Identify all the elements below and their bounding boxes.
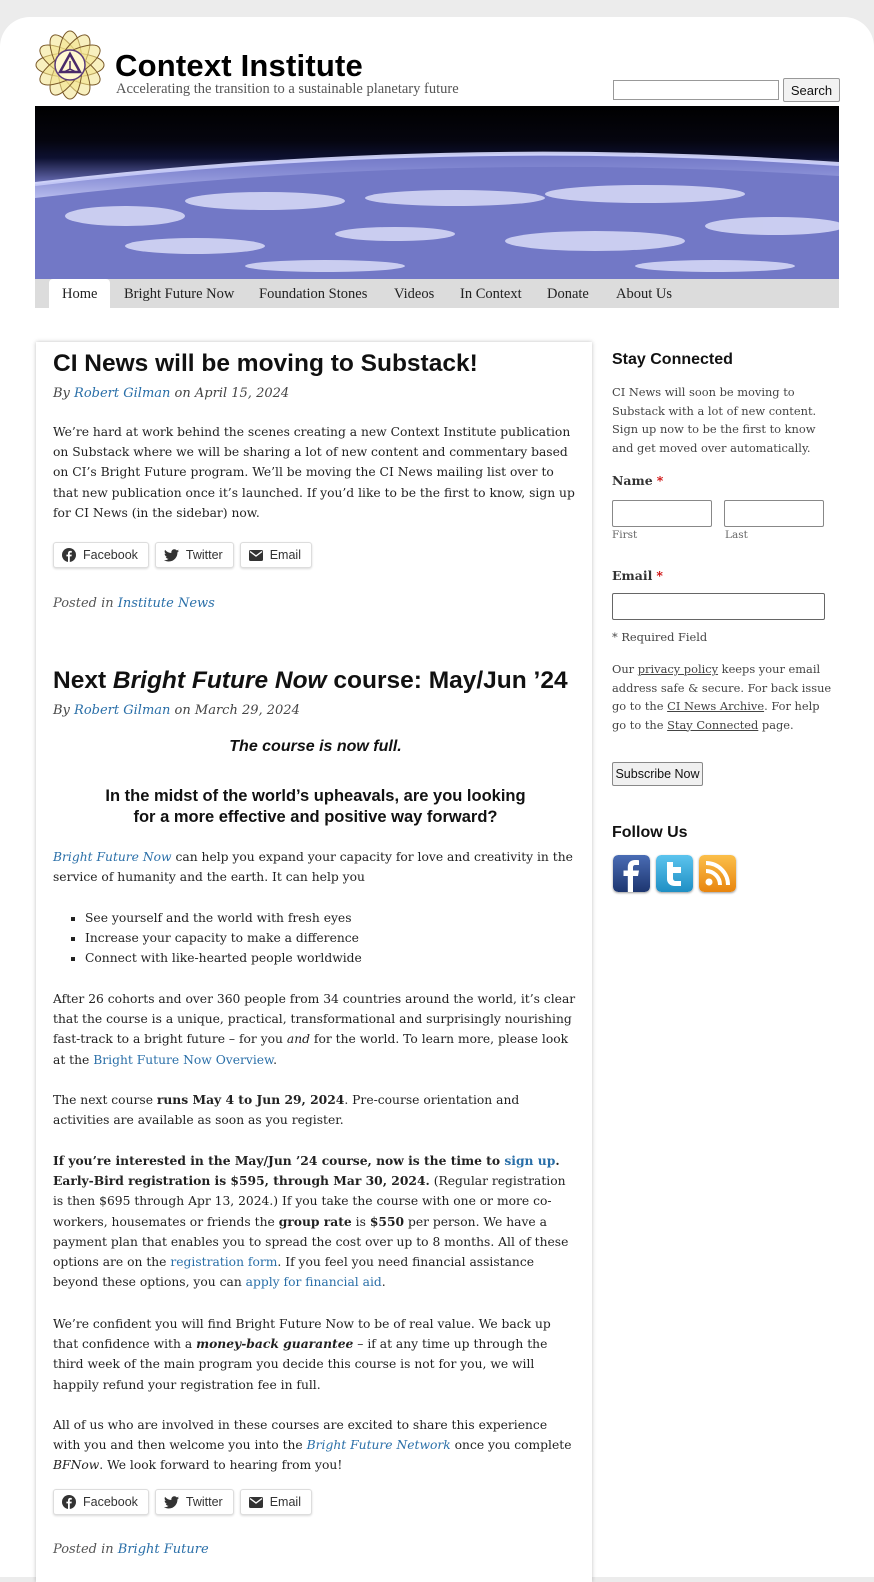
text-emphasis: money-back guarantee bbox=[196, 1336, 354, 1352]
post-title[interactable]: CI News will be moving to Substack! bbox=[53, 350, 478, 377]
author-link[interactable]: Robert Gilman bbox=[74, 386, 171, 401]
site-tagline: Accelerating the transition to a sustainable planetary future bbox=[116, 81, 459, 97]
next-course-paragraph bbox=[53, 1090, 578, 1130]
follow-us-heading: Follow Us bbox=[612, 824, 688, 841]
author-link[interactable]: Robert Gilman bbox=[74, 703, 171, 718]
byline-on: on bbox=[174, 386, 191, 401]
intro-text: can help you expand your capacity for love and creativity in the service of humanity and the earth. It can help you bbox=[53, 850, 573, 885]
text: . We look forward to hearing from you! bbox=[99, 1458, 343, 1473]
stay-connected-text: CI News will soon be moving to Substack with a lot of new content. Sign up now to be the first to know and get moved over automatically. bbox=[612, 385, 817, 455]
name-label-text: Name bbox=[612, 473, 653, 488]
text-bold: . Early-Bird registration is $595, through Mar 30, 2024. bbox=[53, 1153, 560, 1189]
byline-by: By bbox=[53, 703, 70, 718]
subscribe-button[interactable]: Subscribe Now bbox=[612, 762, 703, 786]
text-emphasis: and bbox=[286, 1032, 311, 1047]
share-buttons bbox=[53, 542, 312, 568]
share-facebook-button[interactable] bbox=[53, 1489, 149, 1515]
main-navigation bbox=[35, 279, 839, 308]
nav-about-us[interactable]: About Us bbox=[616, 286, 672, 302]
share-twitter-button[interactable] bbox=[155, 542, 234, 568]
post-body: We’re hard at work behind the scenes creating a new Context Institute publication on Substack where we will be sharing a lot of new content and commentary based on CI’s Bright Future program. We’ll be moving the CI News mailing list over to that new publication once it’s launched. If you’d like to be the first to know, sign up for CI News (in the sidebar) now. bbox=[53, 425, 575, 520]
text: We’re confident you will find Bright Future Now to be of real value. We back up that confidence with a bbox=[53, 1317, 551, 1352]
text: once you complete bbox=[450, 1438, 572, 1453]
email-label bbox=[612, 568, 663, 583]
post-date: March 29, 2024 bbox=[194, 703, 300, 718]
text: . For help go to the bbox=[612, 699, 820, 732]
text-bold: If you’re interested in the May/Jun ’24 course, now is the time to bbox=[53, 1153, 505, 1168]
privacy-text bbox=[612, 660, 837, 734]
course-headline-line: In the midst of the world’s upheavals, are you looking bbox=[105, 787, 526, 805]
privacy-policy-link[interactable]: privacy policy bbox=[637, 662, 719, 676]
registration-paragraph bbox=[53, 1151, 578, 1292]
posted-in-label: Posted in bbox=[53, 596, 114, 611]
list-item: ▪ Connect with like-hearted people worldwide bbox=[85, 948, 362, 968]
post-category bbox=[53, 596, 215, 611]
bright-future-network-link[interactable]: Bright Future Network bbox=[306, 1438, 451, 1453]
guarantee-paragraph bbox=[53, 1314, 578, 1395]
text: per person. We have a payment plan that enables you to spread the cost over up to 8 months. All of these options are on the bbox=[53, 1214, 569, 1270]
list-item: ▪ Increase your capacity to make a difference bbox=[85, 928, 362, 948]
text: is bbox=[351, 1214, 370, 1229]
last-name-input[interactable] bbox=[724, 500, 824, 527]
email-label-text: Email bbox=[612, 568, 653, 583]
share-email-button[interactable] bbox=[240, 542, 312, 568]
text: . Pre-course orientation and activities are available as soon as you register. bbox=[53, 1093, 520, 1128]
course-full-notice: The course is now full. bbox=[229, 738, 402, 755]
share-buttons bbox=[53, 1489, 312, 1515]
nav-bright-future-now[interactable]: Bright Future Now bbox=[124, 286, 235, 302]
sign-up-link[interactable]: sign up bbox=[504, 1153, 556, 1168]
text: All of us who are involved in these courses are excited to share this experience with you and then welcome you into the bbox=[53, 1418, 548, 1453]
nav-foundation-stones[interactable]: Foundation Stones bbox=[259, 286, 368, 302]
share-facebook-label: Facebook bbox=[83, 548, 138, 562]
share-twitter-button[interactable] bbox=[155, 1489, 234, 1515]
nav-in-context[interactable]: In Context bbox=[460, 286, 522, 302]
course-intro bbox=[53, 847, 578, 887]
benefits-list bbox=[53, 908, 362, 968]
main-content bbox=[36, 342, 592, 1582]
text: After 26 cohorts and over 360 people from 34 countries around the world, it’s clear that the course is a unique, practical, transformational and surprisingly nourishing fast-track to a bright future – for you bbox=[53, 992, 576, 1047]
required-field-note: * Required Field bbox=[612, 630, 708, 644]
stay-connected-heading: Stay Connected bbox=[612, 351, 733, 368]
posted-in-label: Posted in bbox=[53, 1542, 114, 1557]
overview-link[interactable]: Bright Future Now Overview bbox=[93, 1052, 274, 1067]
nav-donate[interactable]: Donate bbox=[547, 286, 589, 302]
text: (Regular registration is then $695 through Apr 13, 2024.) If you take the course with one or more co-workers, housemates or friends the bbox=[53, 1174, 566, 1229]
post-date: April 15, 2024 bbox=[194, 386, 290, 401]
title-course-name: Bright Future Now bbox=[112, 667, 327, 694]
twitter-icon[interactable] bbox=[656, 855, 693, 892]
email-icon bbox=[249, 550, 263, 561]
search-button[interactable]: Search bbox=[783, 78, 840, 102]
search-input[interactable] bbox=[613, 80, 779, 100]
required-mark: * bbox=[656, 568, 663, 583]
closing-paragraph bbox=[53, 1415, 578, 1476]
post-byline bbox=[53, 386, 289, 401]
title-part: course: May/Jun ’24 bbox=[326, 667, 568, 694]
text-bold: $550 bbox=[369, 1213, 405, 1229]
rss-icon[interactable] bbox=[699, 855, 736, 892]
text: keeps your email address safe & secure. For back issue go to the bbox=[612, 662, 832, 713]
share-email-label: Email bbox=[269, 1495, 301, 1509]
text: . If you feel you need financial assistance beyond these options, you can bbox=[53, 1255, 535, 1290]
share-twitter-label: Twitter bbox=[185, 1495, 223, 1509]
first-name-sublabel: First bbox=[612, 529, 638, 541]
share-twitter-label: Twitter bbox=[185, 548, 223, 562]
facebook-icon bbox=[62, 548, 76, 562]
byline-on: on bbox=[174, 703, 191, 718]
text: – if at any time up through the third week of the main program you decide this course is not for you, we will happily refund your registration fee in full. bbox=[53, 1337, 548, 1392]
share-email-label: Email bbox=[269, 548, 301, 562]
share-email-button[interactable] bbox=[240, 1489, 312, 1515]
twitter-icon bbox=[164, 549, 179, 562]
text: for the world. To learn more, please look at the bbox=[53, 1032, 569, 1067]
site-title[interactable]: Context Institute bbox=[115, 48, 363, 83]
cohorts-paragraph bbox=[53, 989, 578, 1070]
post-title[interactable] bbox=[53, 667, 568, 695]
text-bold: group rate bbox=[278, 1213, 352, 1229]
name-label bbox=[612, 473, 663, 488]
text: The next course bbox=[53, 1093, 157, 1107]
financial-aid-link[interactable]: apply for financial aid bbox=[245, 1275, 382, 1290]
last-name-sublabel: Last bbox=[725, 529, 748, 541]
text: page. bbox=[758, 717, 794, 732]
context-institute-logo[interactable] bbox=[34, 29, 106, 101]
share-facebook-button[interactable] bbox=[53, 542, 149, 568]
facebook-icon[interactable] bbox=[613, 855, 650, 892]
course-dates: runs May 4 to Jun 29, 2024 bbox=[156, 1092, 345, 1107]
email-input[interactable] bbox=[612, 593, 825, 620]
course-headline-line: for a more effective and positive way forward? bbox=[133, 808, 498, 826]
text-emphasis: BFNow bbox=[53, 1458, 100, 1473]
stay-connected-link[interactable]: Stay Connected bbox=[667, 717, 759, 732]
registration-form-link[interactable]: registration form bbox=[170, 1255, 278, 1270]
twitter-icon bbox=[164, 1496, 179, 1509]
text: . bbox=[273, 1052, 278, 1067]
list-item: ▪ See yourself and the world with fresh eyes bbox=[85, 908, 362, 928]
byline-by: By bbox=[53, 386, 70, 401]
text: Our bbox=[612, 662, 638, 676]
share-facebook-label: Facebook bbox=[83, 1495, 138, 1509]
ci-news-archive-link[interactable]: CI News Archive bbox=[667, 699, 765, 713]
email-icon bbox=[249, 1497, 263, 1508]
bright-future-now-link[interactable]: Bright Future Now bbox=[53, 850, 172, 864]
text: . bbox=[381, 1275, 386, 1290]
post-byline bbox=[53, 703, 300, 718]
nav-home[interactable]: Home bbox=[49, 279, 110, 308]
required-mark: * bbox=[656, 473, 664, 488]
first-name-input[interactable] bbox=[612, 500, 712, 527]
category-link[interactable]: Institute News bbox=[117, 596, 215, 611]
nav-videos[interactable]: Videos bbox=[394, 286, 435, 302]
course-headline bbox=[53, 786, 578, 828]
page bbox=[0, 17, 874, 1577]
earth-from-space-banner bbox=[35, 106, 839, 279]
facebook-icon bbox=[62, 1495, 76, 1509]
category-link[interactable]: Bright Future bbox=[117, 1542, 209, 1557]
title-part: Next bbox=[53, 667, 113, 694]
